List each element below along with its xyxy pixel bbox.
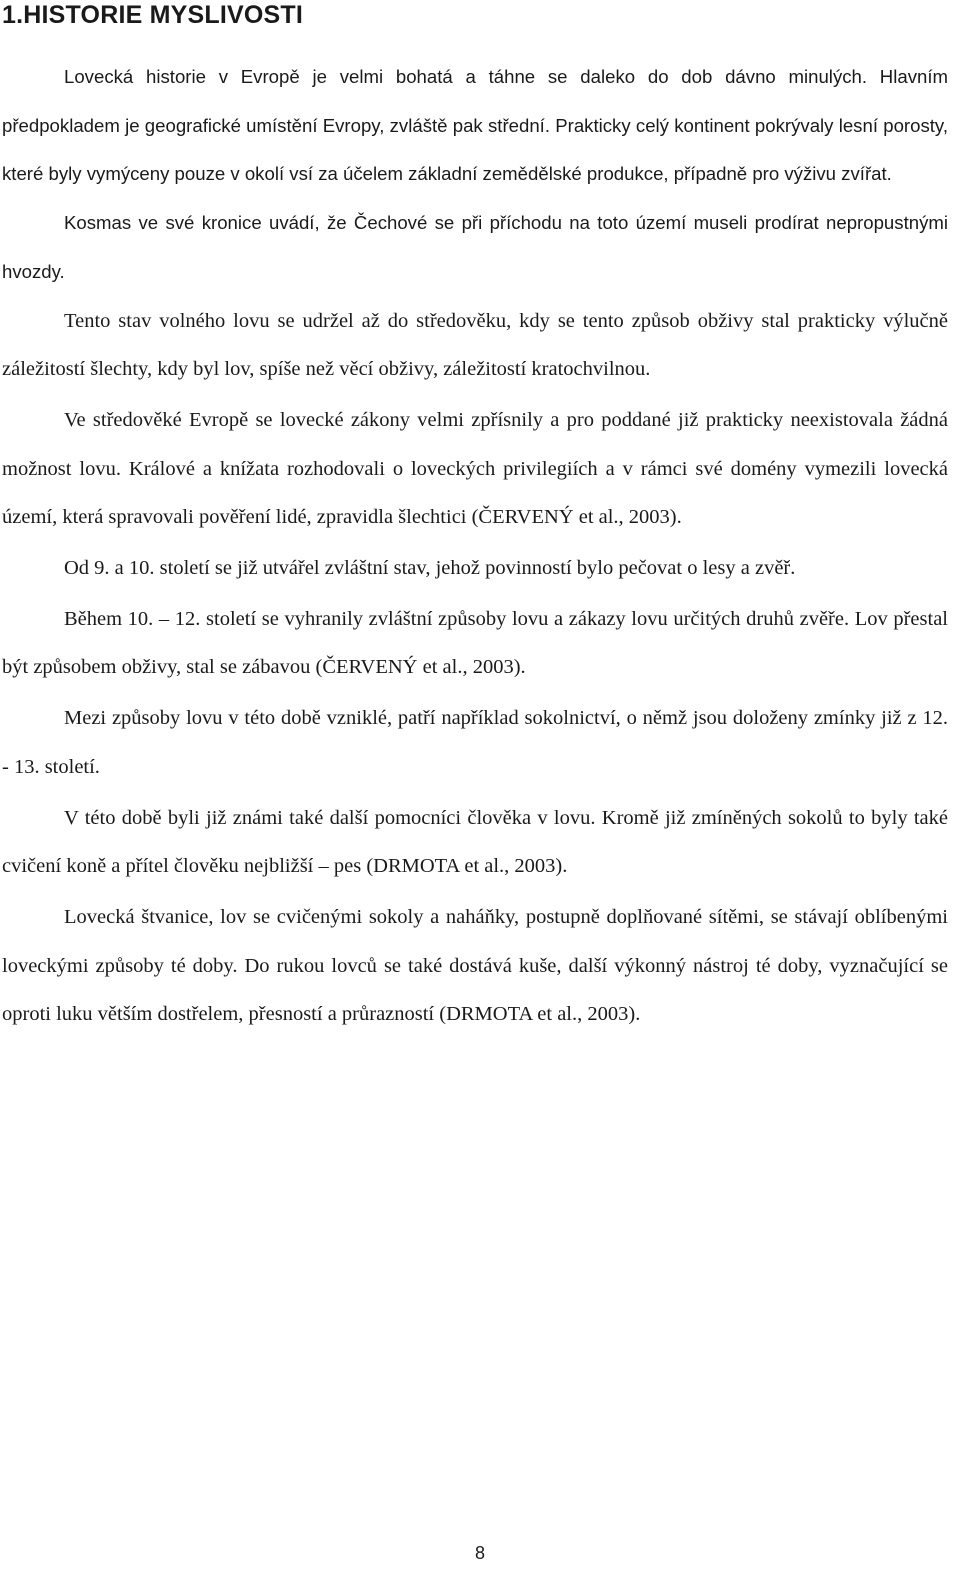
paragraph-5: Od 9. a 10. století se již utvářel zvláštní stav, jehož povinností bylo pečovat o lesy a zvěř. <box>64 557 796 580</box>
page-number: 8 <box>474 1543 485 1563</box>
paragraph-7: Mezi způsoby lovu v této době vzniklé, patří například sokolnictví, o němž jsou doloženy zmínky již z 12. - 13. století. <box>2 707 948 778</box>
paragraph-1: Lovecká historie v Evropě je velmi bohatá a táhne se daleko do dob dávno minulých. Hlavním předpokladem je geografické umístění Evropy, zvláště pak střední. Prakticky celý kontinent pokrývaly lesní porosty, které byly vymýceny pouze v okolí vsí za účelem základní zemědělské produkce, případně pro výživu zvířat. <box>2 66 948 185</box>
paragraph-4: Ve středověké Evropě se lovecké zákony velmi zpřísnily a pro poddané již prakticky neexistovala žádná možnost lovu. Králové a knížata rozhodovali o loveckých privilegiích a v rámci své domény vymezili lovecká území, která spravovali pověření lidé, zpravidla šlechtici (ČERVENÝ et al., 2003). <box>2 408 948 529</box>
paragraph-3: Tento stav volného lovu se udržel až do středověku, kdy se tento způsob obživy stal prakticky výlučně záležitostí šlechty, kdy byl lov, spíše než věcí obživy, záležitostí kratochvilnou. <box>2 309 948 381</box>
paragraph-2: Kosmas ve své kronice uvádí, že Čechové se při příchodu na toto území museli prodírat nepropustnými hvozdy. <box>2 212 948 282</box>
chapter-heading: 1.HISTORIE MYSLIVOSTI <box>2 1 304 29</box>
paragraph-8: V této době byli již známi také další pomocníci člověka v lovu. Kromě již zmíněných sokolů to byly také cvičení koně a přítel člověku nejbližší ‒ pes (DRMOTA et al., 2003). <box>2 806 948 878</box>
paragraph-9: Lovecká štvanice, lov se cvičenými sokoly a naháňky, postupně doplňované sítěmi, se stávají oblíbenými loveckými způsoby té doby. Do rukou lovců se také dostává kuše, další výkonný nástroj té doby, vyznačující se oproti luku větším dostřelem, přesností a průrazností (DRMOTA et al., 2003). <box>2 905 948 1026</box>
paragraph-6: Během 10. ‒ 12. století se vyhranily zvláštní způsoby lovu a zákazy lovu určitých druhů zvěře. Lov přestal být způsobem obživy, stal se zábavou (ČERVENÝ et al., 2003). <box>2 607 948 679</box>
document-page <box>2 0 948 1039</box>
